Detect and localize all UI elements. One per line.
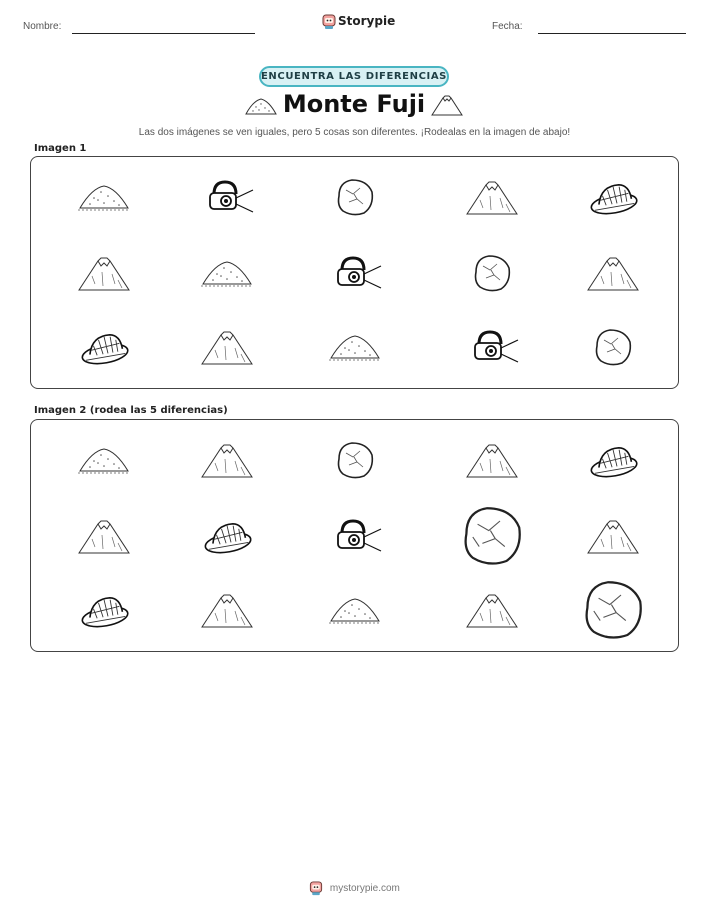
image2-mountain-icon[interactable] bbox=[467, 445, 517, 477]
image2-mountain-icon[interactable] bbox=[588, 521, 638, 553]
image1-grid bbox=[31, 157, 680, 390]
image1-sandal-icon bbox=[79, 332, 129, 367]
footer bbox=[0, 881, 709, 896]
image2-grid[interactable] bbox=[31, 420, 680, 653]
image2-rock-icon[interactable] bbox=[339, 443, 373, 478]
image1-sand-pile-icon bbox=[329, 336, 381, 360]
image2-mountain-icon[interactable] bbox=[202, 445, 252, 477]
storypie-mascot-icon bbox=[309, 881, 323, 896]
image2-panel[interactable] bbox=[30, 419, 679, 652]
name-line[interactable] bbox=[72, 33, 255, 34]
image1-rock-icon bbox=[597, 330, 631, 365]
image1-sandal-icon bbox=[588, 182, 638, 217]
image2-sand-pile-icon[interactable] bbox=[78, 449, 130, 473]
mountain-icon bbox=[430, 92, 464, 118]
image1-mountain-icon bbox=[79, 258, 129, 290]
image1-sand-pile-icon bbox=[201, 262, 253, 286]
image1-mountain-icon bbox=[588, 258, 638, 290]
footer-url[interactable]: mystorypie.com bbox=[329, 883, 400, 894]
activity-badge: ENCUENTRA LAS DIFERENCIAS bbox=[259, 66, 449, 87]
image1-panel bbox=[30, 156, 679, 389]
image1-mountain-icon bbox=[467, 182, 517, 214]
image2-rock-large-icon[interactable] bbox=[587, 582, 641, 637]
image2-label: Imagen 2 (rodea las 5 diferencias) bbox=[34, 405, 228, 416]
date-label: Fecha: bbox=[492, 21, 523, 32]
image2-camera-icon[interactable] bbox=[338, 521, 381, 551]
image1-camera-icon bbox=[475, 332, 518, 362]
page-title: Monte Fuji bbox=[282, 90, 426, 118]
image2-mountain-icon[interactable] bbox=[79, 521, 129, 553]
image1-rock-icon bbox=[339, 180, 373, 215]
image2-sandal-icon[interactable] bbox=[202, 521, 252, 556]
image2-sandal-icon[interactable] bbox=[588, 445, 638, 480]
image2-sandal-icon[interactable] bbox=[79, 595, 129, 630]
image1-label: Imagen 1 bbox=[34, 143, 87, 154]
image1-camera-icon bbox=[338, 258, 381, 288]
image1-mountain-icon bbox=[202, 332, 252, 364]
image1-rock-icon bbox=[476, 256, 510, 291]
name-label: Nombre: bbox=[23, 21, 62, 32]
image2-mountain-icon[interactable] bbox=[202, 595, 252, 627]
storypie-mascot-icon bbox=[322, 14, 336, 30]
image2-sand-pile-icon[interactable] bbox=[329, 599, 381, 623]
image2-mountain-icon[interactable] bbox=[467, 595, 517, 627]
brand-name: Storypie bbox=[338, 14, 396, 28]
image1-sand-pile-icon bbox=[78, 186, 130, 210]
brand-logo bbox=[322, 13, 396, 31]
date-line[interactable] bbox=[538, 33, 686, 34]
image2-rock-large-icon[interactable] bbox=[466, 508, 520, 563]
instructions-text: Las dos imágenes se ven iguales, pero 5 cosas son diferentes. ¡Rodealas en la imagen de abajo! bbox=[138, 127, 571, 138]
image1-camera-icon bbox=[210, 182, 253, 212]
